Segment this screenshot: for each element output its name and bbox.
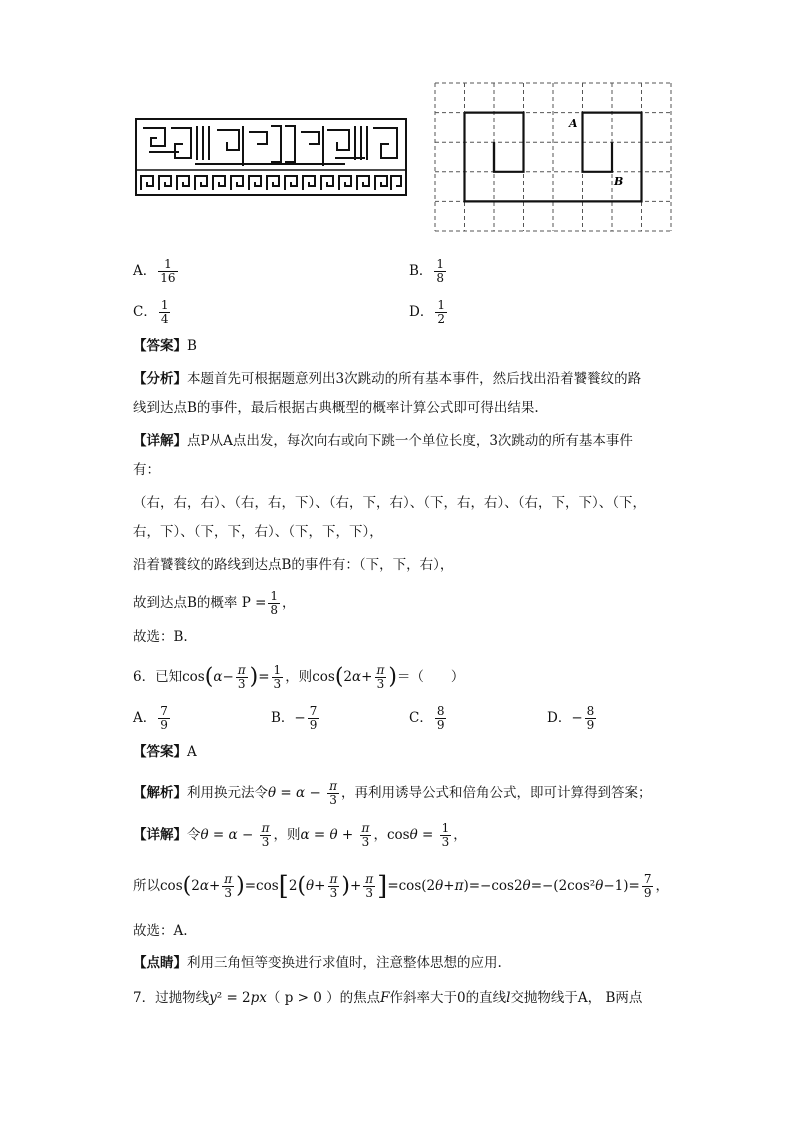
frac-den: 9 xyxy=(309,718,318,732)
frac-den: 9 xyxy=(586,718,595,732)
option-label: D． xyxy=(547,710,572,726)
option-label: B． xyxy=(271,710,295,726)
option-sign: − xyxy=(294,710,306,726)
q5-probability-line xyxy=(133,590,296,617)
grid-label-a: A xyxy=(569,117,578,130)
frac-den: 8 xyxy=(436,271,445,285)
detail-text: ， xyxy=(373,827,387,843)
grid-path-figure xyxy=(433,81,673,233)
frac-num: 8 xyxy=(436,704,445,718)
q5-option-b xyxy=(409,258,448,285)
q5-detail-line-2: 有： xyxy=(133,462,160,478)
detail-text: 令 xyxy=(187,827,201,843)
frac-num: 1 xyxy=(437,298,445,312)
q6-option-d xyxy=(547,705,598,732)
stem-mid: ，则 xyxy=(285,669,313,685)
so-prefix: 所以 xyxy=(133,878,160,894)
frac-num: 7 xyxy=(160,704,168,718)
q5-choose: 故选：B. xyxy=(133,629,188,645)
q5-analysis-line-1 xyxy=(133,370,641,388)
q6-option-a xyxy=(133,705,172,732)
answer-tag: 【答案】 xyxy=(133,744,187,760)
q5-option-a xyxy=(133,258,180,285)
analysis-text: ，再利用诱导公式和倍角公式，即可计算得到答案； xyxy=(340,785,652,801)
frac-num: 1 xyxy=(160,298,169,312)
analysis-tag: 【解析】 xyxy=(133,785,187,801)
q6-stem: 6．已知cos(α− $\frac{\pi}{3}$ )= $\frac{1}{3}$ ，则cos(2α+ $\frac{\pi}{3}$ )＝（ ） xyxy=(133,663,465,691)
stem-suffix: 交抛物线于A， B两点 xyxy=(510,990,643,1006)
q6-answer xyxy=(133,743,197,761)
q6-analysis: 【解析】利用换元法令θ = α − $\frac{\pi}{3}$ ，再利用诱导公式和倍角公式，即可计算得到答案； xyxy=(133,779,652,807)
q5-option-d xyxy=(409,299,449,326)
option-label: D． xyxy=(409,304,434,320)
q6-detail: 【详解】令θ = α − $\frac{\pi}{3}$ ，则α = θ + $\frac{\pi}{3}$ ，cosθ = $\frac{1}{3}$ ， xyxy=(133,821,467,849)
q5-path-line: 沿着饕餮纹的路线到达点B的事件有：（下，下，右）， xyxy=(133,557,454,573)
answer-tag: 【答案】 xyxy=(133,338,187,354)
frac-den: 9 xyxy=(436,718,445,732)
taotie-pattern-figure xyxy=(135,118,407,196)
detail-tag: 【详解】 xyxy=(133,827,187,843)
stem-prefix: 6．已知 xyxy=(133,669,183,685)
analysis-text: 本题首先可根据题意列出3次跳动的所有基本事件，然后找出沿着饕餮纹的路 xyxy=(187,371,642,387)
option-label: A． xyxy=(133,710,157,726)
frac-num: 7 xyxy=(309,704,318,718)
stem-mid: 作斜率大于0的直线 xyxy=(389,990,507,1006)
stem-prefix: 7．过抛物线 xyxy=(133,990,210,1006)
q6-derivation: 所以cos(2α+ $\frac{\pi}{3}$ )=cos[2(θ+ $\frac{\pi}{3}$ )+ $\frac{\pi}{3}$ ]=cos(2θ+π)=−cos2θ=−(2cos²θ−1)= $\frac{7}{9}$ ， xyxy=(133,871,669,902)
frac-num: 1 xyxy=(270,589,279,603)
detail-text: ， xyxy=(453,827,467,843)
answer-value: B xyxy=(187,338,197,354)
q5-option-c xyxy=(133,299,172,326)
frac-den: 9 xyxy=(160,718,168,732)
q5-detail-line-1 xyxy=(133,432,633,450)
q5-events-line-2: 右，下）、（下，下，右）、（下，下，下）， xyxy=(133,524,383,540)
stem-suffix: ＝（ ） xyxy=(396,669,465,685)
comment-text: 利用三角恒等变换进行求值时，注意整体思想的应用. xyxy=(187,955,502,971)
option-label: C． xyxy=(409,710,433,726)
q5-events-line-1: （右，右，右）、（右，右，下）、（右，下，右）、（下，右，右）、（右，下，下）、（下， xyxy=(133,495,646,511)
option-label: B． xyxy=(409,263,433,279)
comment-tag: 【点睛】 xyxy=(133,955,187,971)
q6-option-c xyxy=(409,705,448,732)
frac-num: 8 xyxy=(586,704,595,718)
q6-comment xyxy=(133,954,502,972)
analysis-tag: 【分析】 xyxy=(133,371,187,387)
q5-analysis-line-2: 线到达点B的事件，最后根据古典概型的概率计算公式即可得出结果. xyxy=(133,400,539,416)
analysis-text: 利用换元法令 xyxy=(187,785,268,801)
stem-cond: （ p > 0 ）的焦点 xyxy=(266,990,381,1006)
option-label: A． xyxy=(133,263,157,279)
detail-text: ，则 xyxy=(273,827,301,843)
frac-num: 1 xyxy=(436,257,445,271)
q6-choose: 故选：A. xyxy=(133,923,188,939)
frac-den: 4 xyxy=(160,312,169,326)
frac-den: 2 xyxy=(437,312,445,326)
frac-den: 8 xyxy=(270,603,279,617)
frac-num: 1 xyxy=(164,257,172,271)
option-sign: − xyxy=(571,710,583,726)
grid-label-b: B xyxy=(614,175,624,188)
q5-answer xyxy=(133,337,197,355)
q7-stem: 7．过抛物线y² = 2px（ p > 0 ）的焦点F作斜率大于0的直线l交抛物线于A， B两点 xyxy=(133,990,643,1006)
q6-option-b xyxy=(271,705,321,732)
prob-suffix: ， xyxy=(282,595,296,611)
answer-value: A xyxy=(187,744,197,760)
frac-den: 16 xyxy=(160,271,176,285)
prob-prefix: 故到达点B的概率 P = xyxy=(133,595,267,611)
detail-text: 点P从A点出发，每次向右或向下跳一个单位长度，3次跳动的所有基本事件 xyxy=(187,433,633,449)
detail-tag: 【详解】 xyxy=(133,433,187,449)
option-label: C． xyxy=(133,304,157,320)
